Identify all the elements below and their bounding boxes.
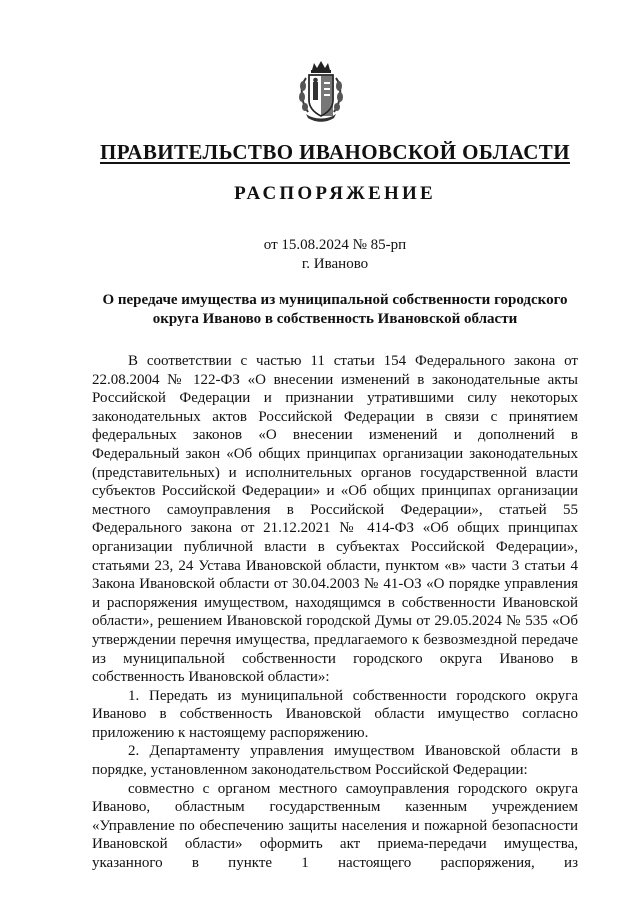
document-date-number: от 15.08.2024 № 85-рп [263,237,407,253]
preamble-paragraph: В соответствии с частью 11 статьи 154 Федерального закона от 22.08.2004 № 122-ФЗ «О внесении изменений в законодательные акты Российской Федерации и признании утратившими силу некоторых законодательных актов Российской Федерации в связи с принятием федеральных законов «О внесении изменений и дополнений в Федеральный закон «Об общих принципах организации законодательных (представительных) и исполнительных органов государственной власти субъектов Российской Федерации» и «Об общих принципах организации местного самоуправления в Российской Федерации», статьей 55 Федерального закона от 21.12.2021 № 414-ФЗ «Об общих принципах организации публичной власти в субъектах Российской Федерации», статьями 23, 24 Устава Ивановской области, пунктом «в» части 3 статьи 4 Закона Ивановской области от 30.04.2003 № 41-ОЗ «О порядке управления и распоряжения имуществом, находящимся в собственности Ивановской области», решением Ивановской городской Думы от 29.05.2024 № 535 «Об утверждении перечня имущества, предлагаемого к безвозмездной передаче из муниципальной собственности городского округа Иваново в собственность Ивановской области»: [92,353,578,686]
document-city: г. Иваново [301,256,369,272]
clause-2-paragraph: 2. Департаменту управления имуществом Ивановской области в порядке, установленном законодательством Российской Федерации: [92,743,578,779]
clause-2-subparagraph: совместно с органом местного самоуправления городского округа Иваново, областным государственным казенным учреждением «Управление по обеспечению защиты населения и пожарной безопасности Ивановской области» оформить акт приема-передачи имущества, указанного в пункте 1 настоящего распоряжения, из [92,780,578,872]
coat-of-arms-icon [298,60,344,124]
organization-title: ПРАВИТЕЛЬСТВО ИВАНОВСКОЙ ОБЛАСТИ [100,140,570,164]
clause-1-paragraph: 1. Передать из муниципальной собственности городского округа Иваново в собственность Ивановской области имущество согласно приложению к настоящему распоряжению. [92,687,578,741]
document-subject: О передаче имущества из муниципальной собственности городского округа Иваново в собственность Ивановской области [102,292,568,327]
document-body [92,352,578,873]
document-type-heading: РАСПОРЯЖЕНИЕ [234,183,436,204]
